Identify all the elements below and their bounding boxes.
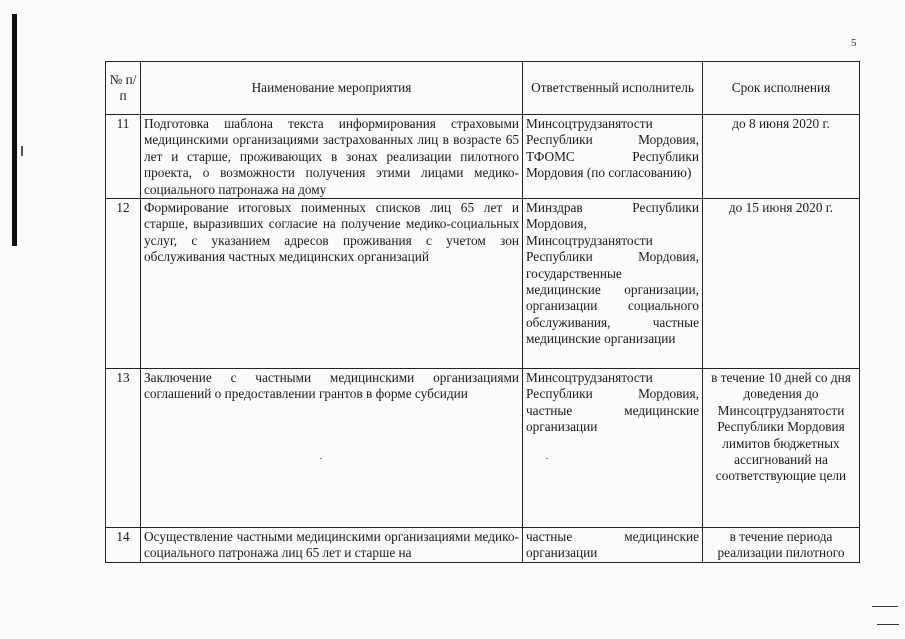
header-num: № п/п bbox=[106, 62, 141, 115]
scan-speck bbox=[320, 458, 322, 459]
row-responsible: Минсоцтрудзанятости Республики Мордовия, ТФОМС Республики Мордовия (по согласованию) bbox=[523, 115, 703, 199]
row-event: Подготовка шаблона текста информирования страховыми медицинскими организациями застрахованных лиц в возрасте 65 лет и старше, проживающих в зонах реализации пилотного проекта, о возможности получения этими лицами медико-социального патронажа на дому bbox=[141, 115, 523, 199]
table-row bbox=[106, 369, 860, 528]
page-number: 5 bbox=[851, 37, 857, 49]
scan-edge-mark-small bbox=[21, 146, 23, 156]
row-deadline: в течение 10 дней со дня доведения до Минсоцтрудзанятости Республики Мордовия лимитов бюджетных ассигнований на соответствующие цели bbox=[703, 369, 860, 528]
row-deadline: до 8 июня 2020 г. bbox=[703, 115, 860, 199]
action-plan-table bbox=[105, 61, 860, 563]
row-num: 13 bbox=[106, 369, 141, 528]
header-deadline: Срок исполнения bbox=[703, 62, 860, 115]
row-num: 12 bbox=[106, 199, 141, 369]
scan-edge-line bbox=[877, 624, 899, 625]
header-event: Наименование мероприятия bbox=[141, 62, 523, 115]
row-deadline: в течение периода реализации пилотного bbox=[703, 528, 860, 563]
table-row bbox=[106, 115, 860, 199]
header-responsible: Ответственный исполнитель bbox=[523, 62, 703, 115]
table-header-row bbox=[106, 62, 860, 115]
row-event: Осуществление частными медицинскими организациями медико-социального патронажа лиц 65 лет и старше на bbox=[141, 528, 523, 563]
table-row bbox=[106, 528, 860, 563]
row-num: 14 bbox=[106, 528, 141, 563]
row-event: Заключение с частными медицинскими организациями соглашений о предоставлении грантов в форме субсидии bbox=[141, 369, 523, 528]
row-deadline: до 15 июня 2020 г. bbox=[703, 199, 860, 369]
row-responsible: Минсоцтрудзанятости Республики Мордовия, частные медицинские организации bbox=[523, 369, 703, 528]
row-responsible: частные медицинские организации bbox=[523, 528, 703, 563]
scan-edge-line bbox=[872, 606, 898, 607]
row-event: Формирование итоговых поименных списков лиц 65 лет и старше, выразивших согласие на получение медико-социальных услуг, с указанием адресов проживания с учетом зон обслуживания частных медицинских организаций bbox=[141, 199, 523, 369]
scan-speck bbox=[546, 458, 548, 459]
scan-edge-mark bbox=[12, 14, 17, 246]
row-responsible: Минздрав Республики Мордовия, Минсоцтрудзанятости Республики Мордовия, государственные медицинские организации, организации социального обслуживания, частные медицинские организации bbox=[523, 199, 703, 369]
row-num: 11 bbox=[106, 115, 141, 199]
table-row bbox=[106, 199, 860, 369]
